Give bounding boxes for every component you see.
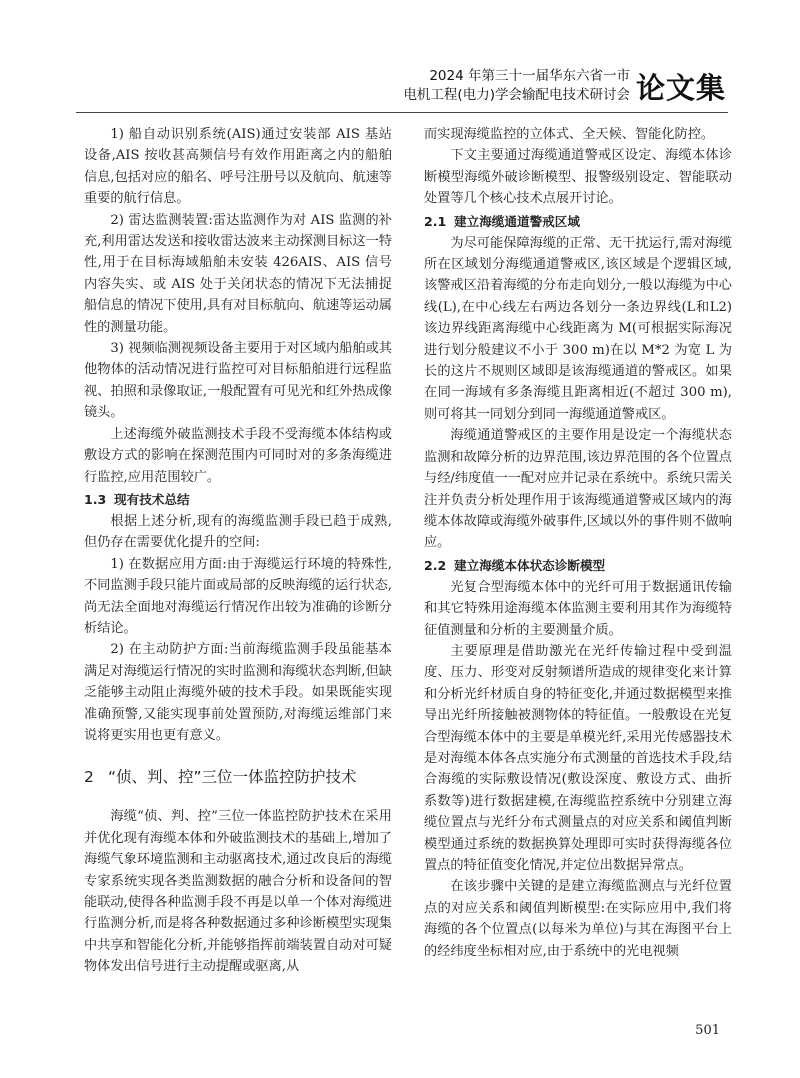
paragraph: 光复合型海缆本体中的光纤可用于数据通讯传输和其它特殊用途海缆本体监测主要利用其作为海缆特征值测量和分析的主要测量介质。: [424, 579, 732, 638]
right-column: [424, 124, 732, 962]
page-number: 501: [695, 1023, 720, 1038]
paragraph: 在该步骤中关键的是建立海缆监测点与光纤位置点的对应关系和阈值判断模型:在实际应用中,我们将海缆的各个位置点(以每米为单位)与其在海图平台上的经纬度坐标相对应,由于系统中的光电视频: [424, 879, 732, 959]
proceedings-label: 论文集: [635, 70, 726, 105]
section-number: 1.3: [84, 491, 107, 507]
section-title: 建立海缆本体状态诊断模型: [454, 557, 606, 573]
paragraph: 为尽可能保障海缆的正常、无干扰运行,需对海缆所在区域划分海缆通道警戒区,该区域是个逻辑区域,该警戒区沿着海缆的分布走向划分,一般以海缆为中心线(L),在中心线左右两边各划分一条边界线(L和L2)该边界线距离海缆中心线距离为 M(可根据实际海况进行划分般建议不小于 300 m)在以 M*2 为宽 L 为长的这片不规则区域即是该海缆通道的警戒区。如果在同一海域有多条海缆且距离相近(不超过 300 m),则可将其一同划分到同一海缆通道警戒区。: [424, 235, 732, 422]
section-heading-2: [84, 766, 392, 788]
section-number: 2: [84, 768, 94, 787]
conference-title: [403, 67, 630, 105]
section-title: 现有技术总结: [114, 491, 190, 507]
paragraph: 1) 船自动识别系统(AIS)通过安装部 AIS 基站设备,AIS 按收甚高频信号有效作用距离之内的船舶信息,包括对应的船名、呼号注册号以及航向、航速等重要的航行信息。: [84, 127, 392, 207]
header-divider: [76, 112, 728, 113]
paragraph: 3) 视频临测视频设备主要用于对区域内船舶或其他物体的活动情况进行监控可对目标船舶进行远程监视、拍照和录像取证,一般配置有可见光和红外热成像镜头。: [84, 341, 392, 421]
paragraph-continued: 而实现海缆监控的立体式、全天候、智能化防控。: [424, 127, 715, 142]
section-title: “侦、判、控”三位一体监控防护技术: [108, 768, 357, 787]
paragraph: 主要原理是借助激光在光纤传输过程中受到温度、压力、形变对反射频谱所造成的规律变化来计算和分析光纤材质自身的特征变化,并通过数据模型来推导出光纤所接触被测物体的特征值。一般敷设在光复合型海缆本体中的主要是单模光纤,采用光传感器技术是对海缆本体各点实施分布式测量的首选技术手段,结合海缆的实际敷设情况(敷设深度、敷设方式、曲折系数等)进行数据建模,在海缆监控系统中分别建立海缆位置点与光纤分布式测量点的对应关系和阈值判断模型通过系统的数据换算处理即可实时获得海缆各位置点的特征值变化情况,并定位出数据异常点。: [424, 643, 732, 873]
section-heading-1-3: [84, 489, 392, 511]
paragraph: 1) 在数据应用方面:由于海缆运行环境的特殊性,不同监测手段只能片面或局部的反映海缆的运行状态,尚无法全面地对海缆运行情况作出较为准确的诊断分析结论。: [84, 556, 392, 636]
running-header: [403, 66, 726, 106]
section-title: 建立海缆通道警戒区域: [454, 213, 580, 229]
conference-title-line-1: 2024 年第三十一届华东六省一市: [429, 68, 630, 84]
left-column: [84, 124, 392, 978]
section-heading-2-2: [424, 555, 732, 577]
paragraph: 2) 在主动防护方面:当前海缆监测手段虽能基本满足对海缆运行情况的实时监测和海缆状态判断,但缺乏能够主动阻止海缆外破的技术手段。如果既能实现准确预警,又能实现事前处置预防,对海缆运维部门来说将更实用也更有意义。: [84, 642, 392, 743]
paragraph: 下文主要通过海缆通道警戒区设定、海缆本体诊断模型海缆外破诊断模型、报警级别设定、智能联动处置等几个核心技术点展开讨论。: [424, 148, 732, 207]
section-heading-2-1: [424, 211, 732, 233]
paragraph: 2) 雷达监测装置:雷达监测作为对 AIS 监测的补充,利用雷达发送和接收雷达波来主动探测目标这一特性,用于在目标海域船舶未安装 426AIS、AIS 信号内容失实、或 AIS 处于关闭状态的情况下无法捕捉船信息的情况下使用,具有对目标航向、航速等运动属性的测量功能。: [84, 212, 392, 335]
conference-title-line-2: 电机工程(电力)学会输配电技术研讨会: [403, 87, 630, 103]
paragraph: 根据上述分析,现有的海缆监测手段已趋于成熟,但仍存在需要优化提升的空间:: [84, 513, 392, 551]
paragraph: 海缆“侦、判、控”三位一体监控防护技术在采用并优化现有海缆本体和外破监测技术的基础上,增加了海缆气象环境监测和主动驱离技术,通过改良后的海缆专家系统实现各类监测数据的融合分析和设备间的智能联动,使得各种监测手段不再是以单一个体对海缆进行监测分析,而是将各种数据通过多种诊断模型实现集中共享和智能化分析,并能够指挥前端装置自动对可疑物体发出信号进行主动提醒或驱离,从: [84, 809, 392, 975]
section-number: 2.2: [424, 557, 447, 573]
paragraph: 海缆通道警戒区的主要作用是设定一个海缆状态监测和故障分析的边界范围,该边界范围的各个位置点与经/纬度值一一配对应并记录在系统中。系统只需关注并负责分析处理作用于该海缆通道警戒区域内的海缆本体故障或海缆外破事件,区域以外的事件则不做响应。: [424, 428, 732, 551]
paragraph: 上述海缆外破监测技术手段不受海缆本体结构或敷设方式的影响在探测范围内可同时对的多条海缆进行监控,应用范围较广。: [84, 426, 392, 485]
section-number: 2.1: [424, 213, 447, 229]
